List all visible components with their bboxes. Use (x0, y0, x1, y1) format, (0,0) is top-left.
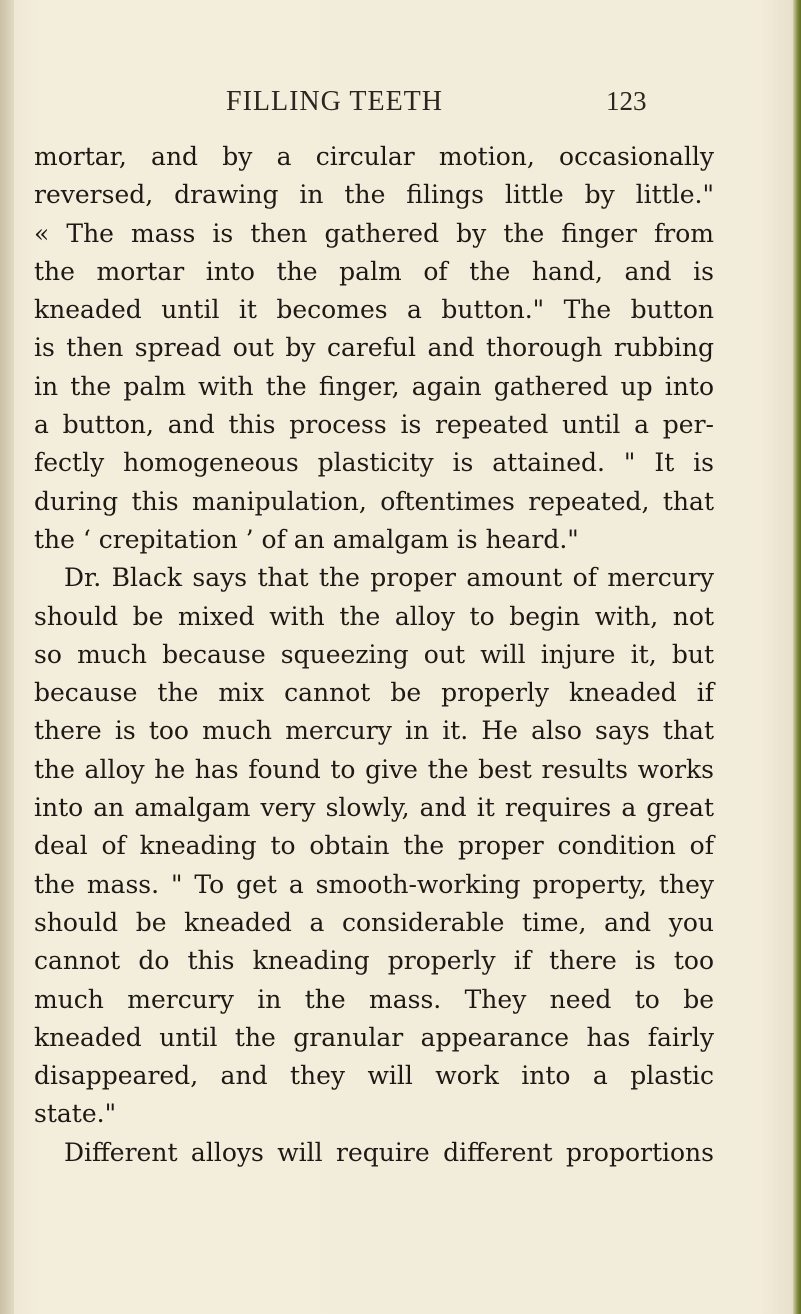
text-line: the ‘ crepitation ’ of an amalgam is heard." (34, 524, 579, 554)
text-line: kneaded until it becomes a button." The button (34, 295, 714, 325)
page-gutter-shadow (0, 0, 14, 1314)
text-line: Different alloys will require different proportions (64, 1137, 714, 1167)
text-line: so much because squeezing out will injure it, but (34, 639, 714, 669)
text-line: the mortar into the palm of the hand, and is (34, 256, 714, 286)
text-line: kneaded until the granular appearance has fairly (34, 1022, 714, 1052)
page-number: 123 (606, 86, 647, 116)
text-line: into an amalgam very slowly, and it requires a great (34, 793, 714, 823)
running-title: FILLING TEETH (226, 86, 443, 117)
text-line: state." (34, 1099, 117, 1129)
body-text (34, 138, 714, 1172)
text-line: the alloy he has found to give the best results works (34, 754, 714, 784)
page-edge (793, 0, 801, 1314)
text-line: the mass. " To get a smooth-working property, they (34, 869, 714, 899)
text-line: much mercury in the mass. They need to be (34, 984, 714, 1014)
text-line: is then spread out by careful and thorough rubbing (34, 333, 714, 363)
text-line: « The mass is then gathered by the finger from (34, 218, 714, 248)
text-line: there is too much mercury in it. He also says that (34, 716, 714, 746)
text-line: should be kneaded a considerable time, and you (34, 907, 714, 937)
text-line: during this manipulation, oftentimes repeated, that (34, 486, 714, 516)
text-line: cannot do this kneading properly if there is too (34, 946, 714, 976)
text-line: in the palm with the finger, again gathered up into (34, 371, 714, 401)
text-line: deal of kneading to obtain the proper condition of (34, 831, 714, 861)
text-line: a button, and this process is repeated until a per- (34, 410, 714, 440)
text-line: fectly homogeneous plasticity is attained. " It is (34, 448, 714, 478)
text-line: reversed, drawing in the filings little by little." (34, 180, 714, 210)
text-line: Dr. Black says that the proper amount of mercury (64, 563, 714, 593)
text-line: disappeared, and they will work into a plastic (34, 1061, 714, 1091)
text-line: because the mix cannot be properly kneaded if (34, 678, 714, 708)
text-line: should be mixed with the alloy to begin with, not (34, 601, 714, 631)
page-header (226, 86, 666, 122)
text-line: mortar, and by a circular motion, occasionally (34, 142, 714, 171)
